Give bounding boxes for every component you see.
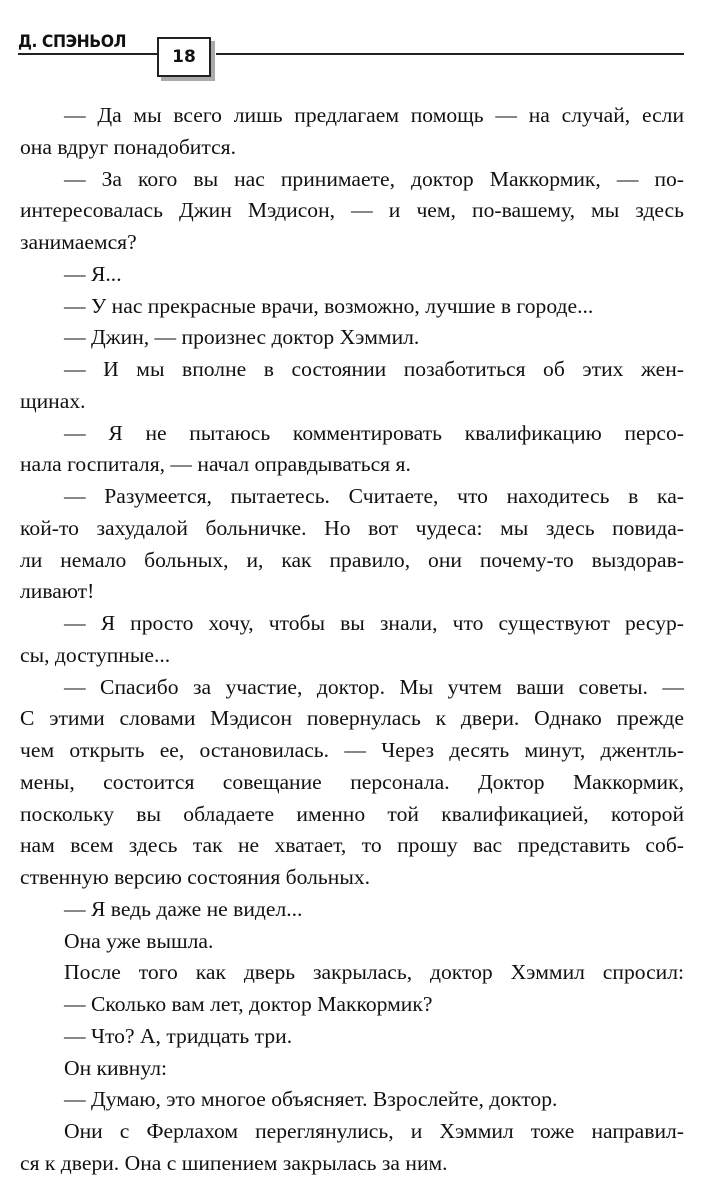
text-line: — За кого вы нас принимаете, доктор Маккормик, — по- <box>64 166 684 191</box>
text-line: После того как дверь закрылась, доктор Хэммил спросил: <box>64 960 684 985</box>
paragraph <box>20 989 684 1021</box>
text-line: — Джин, — произнес доктор Хэммил. <box>64 325 420 350</box>
paragraph <box>20 1053 684 1085</box>
page-number: 18 <box>172 47 196 67</box>
paragraph <box>20 481 684 608</box>
text-line: интересовалась Джин Мэдисон, — и чем, по-вашему, мы здесь <box>20 198 684 223</box>
text-line: — Я просто хочу, чтобы вы знали, что существуют ресур- <box>64 611 684 635</box>
text-line: сы, доступные... <box>20 642 171 667</box>
text-line: — Я ведь даже не видел... <box>64 896 303 921</box>
text-line: — Спасибо за участие, доктор. Мы учтем ваши советы. — <box>64 674 684 699</box>
text-line: нам всем здесь так не хватает, то прошу вас представить соб- <box>20 833 684 858</box>
text-line: Он кивнул: <box>64 1055 167 1080</box>
paragraph <box>20 957 684 989</box>
header-rule-left <box>18 53 160 55</box>
text-line: щинах. <box>20 388 86 413</box>
paragraph <box>20 164 684 259</box>
paragraph <box>20 672 684 894</box>
text-line: ся к двери. Она с шипением закрылась за ним. <box>20 1150 448 1175</box>
text-line: кой-то захудалой больничке. Но вот чудеса: мы здесь повида- <box>20 515 684 540</box>
text-line: мены, состоится совещание персонала. Доктор Маккормик, <box>20 769 684 794</box>
text-line: С этими словами Мэдисон повернулась к двери. Однако прежде <box>20 706 684 731</box>
text-line: она вдруг понадобится. <box>20 134 236 159</box>
paragraph <box>20 926 684 958</box>
author-name: Д. СПЭНЬОЛ <box>18 32 127 52</box>
text-line: ли немало больных, и, как правило, они почему-то выздорав- <box>20 547 684 572</box>
page-number-box <box>157 37 211 77</box>
paragraph <box>20 259 684 291</box>
text-line: — Да мы всего лишь предлагаем помощь — на случай, если <box>64 103 684 127</box>
paragraph <box>20 322 684 354</box>
paragraph <box>20 418 684 482</box>
text-line: — У нас прекрасные врачи, возможно, лучшие в городе... <box>64 293 594 318</box>
text-line: — Что? А, тридцать три. <box>64 1023 293 1048</box>
text-line: — И мы вполне в состоянии позаботиться об этих жен- <box>64 357 684 381</box>
text-line: ственную версию состояния больных. <box>20 865 371 889</box>
paragraph <box>20 354 684 418</box>
text-line: Она уже вышла. <box>64 928 214 953</box>
text-line: — Разумеется, пытаетесь. Считаете, что находитесь в ка- <box>64 484 684 508</box>
text-line: ливают! <box>20 579 95 604</box>
text-line: — Сколько вам лет, доктор Маккормик? <box>64 992 433 1016</box>
page-body-text <box>20 100 684 1180</box>
paragraph <box>20 1084 684 1116</box>
paragraph <box>20 894 684 926</box>
text-line: Они с Ферлахом переглянулись, и Хэммил тоже направил- <box>64 1119 684 1143</box>
paragraph <box>20 1116 684 1180</box>
text-line: — Я не пытаюсь комментировать квалификацию персо- <box>64 420 684 445</box>
paragraph <box>20 100 684 164</box>
paragraph <box>20 1021 684 1053</box>
header-rule-right <box>216 53 684 55</box>
text-line: — Я... <box>64 261 122 286</box>
text-line: — Думаю, это многое объясняет. Взрослейте, доктор. <box>64 1087 558 1112</box>
text-line: нала госпиталя, — начал оправдываться я. <box>20 452 411 477</box>
text-line: поскольку вы обладаете именно той квалификацией, которой <box>20 801 684 826</box>
paragraph <box>20 608 684 672</box>
text-line: чем открыть ее, остановилась. — Через десять минут, джентль- <box>20 738 684 762</box>
paragraph <box>20 291 684 323</box>
text-line: занимаемся? <box>20 230 137 254</box>
